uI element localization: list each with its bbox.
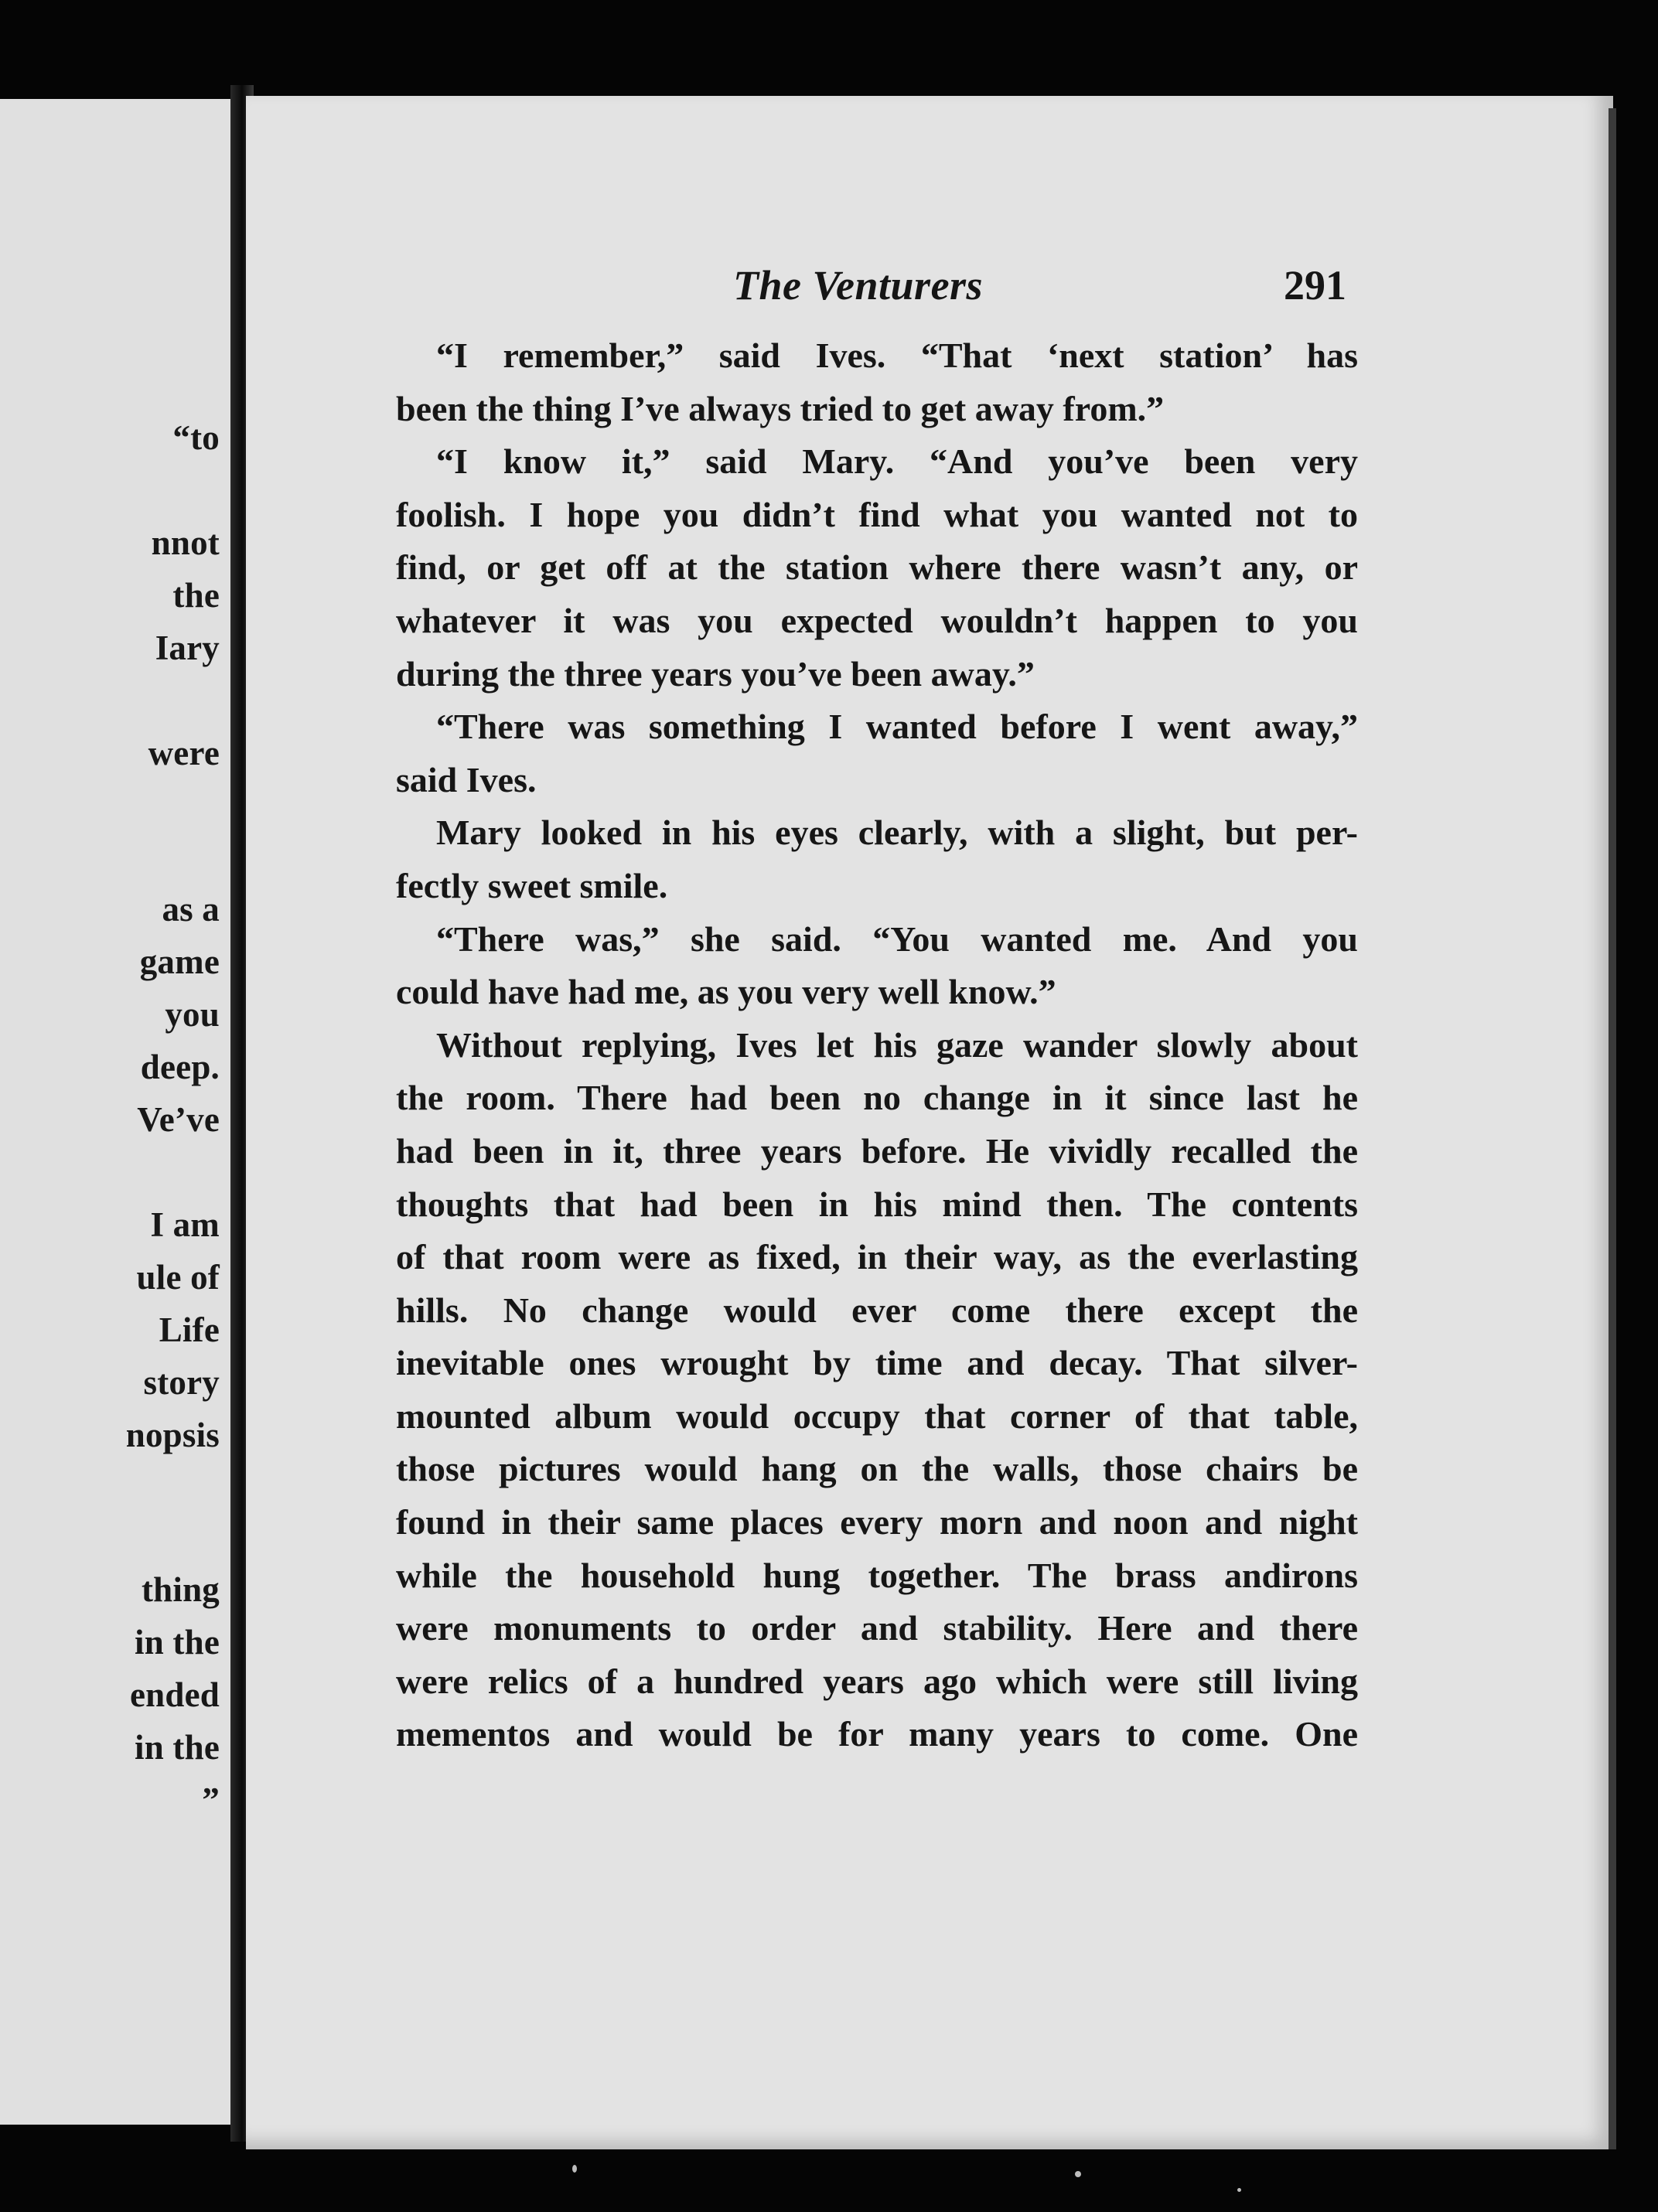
left-fragment: ended bbox=[129, 1675, 220, 1714]
text-line: fectly sweet smile. bbox=[396, 865, 668, 905]
text-line: during the three years you’ve been away.” bbox=[396, 653, 1035, 694]
left-fragment: nnot bbox=[151, 523, 220, 562]
left-fragment: in the bbox=[135, 1728, 220, 1767]
text-line: while the household hung together. The brass andirons bbox=[396, 1555, 1358, 1595]
text-line: Mary looked in his eyes clearly, with a slight, but per- bbox=[436, 813, 1358, 853]
left-fragment: deep. bbox=[140, 1048, 220, 1086]
text-line: hills. No change would ever come there except the bbox=[396, 1290, 1358, 1330]
text-line: “I know it,” said Mary. “And you’ve been very bbox=[436, 441, 1358, 482]
text-line: “I remember,” said Ives. “That ‘next station’ has bbox=[436, 336, 1358, 375]
running-head: The Venturers bbox=[733, 262, 984, 308]
text-line: foolish. I hope you didn’t find what you wanted not to bbox=[396, 494, 1358, 534]
scan-speck bbox=[1237, 2188, 1241, 2192]
scan-speck bbox=[1075, 2171, 1081, 2177]
page-edge-shadow bbox=[1609, 108, 1616, 2149]
text-line: “There was,” she said. “You wanted me. And you bbox=[436, 919, 1358, 959]
left-fragment: Iary bbox=[155, 629, 220, 667]
text-line: those pictures would hang on the walls, those chairs be bbox=[396, 1449, 1358, 1489]
left-fragment: game bbox=[139, 942, 220, 981]
left-fragment: “to bbox=[172, 418, 220, 457]
text-line: could have had me, as you very well know.” bbox=[396, 972, 1056, 1012]
text-line: Without replying, Ives let his gaze wander slowly about bbox=[436, 1024, 1358, 1065]
body-text bbox=[396, 329, 1358, 1761]
left-fragment: the bbox=[172, 576, 220, 615]
text-line: had been in it, three years before. He vividly recalled the bbox=[396, 1130, 1358, 1171]
text-line: whatever it was you expected wouldn’t happen to you bbox=[396, 600, 1358, 640]
text-line: were relics of a hundred years ago which were still living bbox=[396, 1661, 1358, 1701]
text-line: thoughts that had been in his mind then. The contents bbox=[396, 1184, 1358, 1224]
left-fragment: thing bbox=[141, 1570, 220, 1609]
left-fragment: Ve’ve bbox=[137, 1100, 220, 1139]
left-fragment: ule of bbox=[136, 1258, 220, 1297]
text-line: find, or get off at the station where there wasn’t any, or bbox=[396, 547, 1358, 588]
text-line: inevitable ones wrought by time and decay. That silver- bbox=[396, 1343, 1358, 1383]
left-fragment: ” bbox=[202, 1781, 220, 1819]
left-fragment: you bbox=[165, 995, 220, 1034]
left-fragment: nopsis bbox=[125, 1416, 220, 1454]
page-number: 291 bbox=[1284, 262, 1346, 308]
text-line: were monuments to order and stability. Here and there bbox=[396, 1608, 1358, 1648]
text-line: “There was something I wanted before I went away,” bbox=[436, 707, 1358, 747]
text-line: the room. There had been no change in it since last he bbox=[396, 1078, 1358, 1118]
left-fragment: were bbox=[148, 734, 220, 772]
text-line: said Ives. bbox=[396, 759, 537, 799]
left-page-fragment bbox=[0, 99, 232, 2125]
text-line: found in their same places every morn and noon and night bbox=[396, 1502, 1358, 1542]
left-fragment: I am bbox=[150, 1205, 220, 1244]
text-line: of that room were as fixed, in their way, as the everlasting bbox=[396, 1237, 1358, 1277]
left-fragment: story bbox=[143, 1363, 220, 1402]
left-fragment: in the bbox=[135, 1623, 220, 1662]
text-line: mounted album would occupy that corner of that table, bbox=[396, 1396, 1358, 1436]
scan-speck bbox=[572, 2165, 577, 2173]
text-line: been the thing I’ve always tried to get away from.” bbox=[396, 388, 1165, 428]
left-fragment: Life bbox=[159, 1310, 220, 1349]
left-fragment: as a bbox=[162, 890, 220, 929]
text-line: mementos and would be for many years to come. One bbox=[396, 1714, 1358, 1754]
